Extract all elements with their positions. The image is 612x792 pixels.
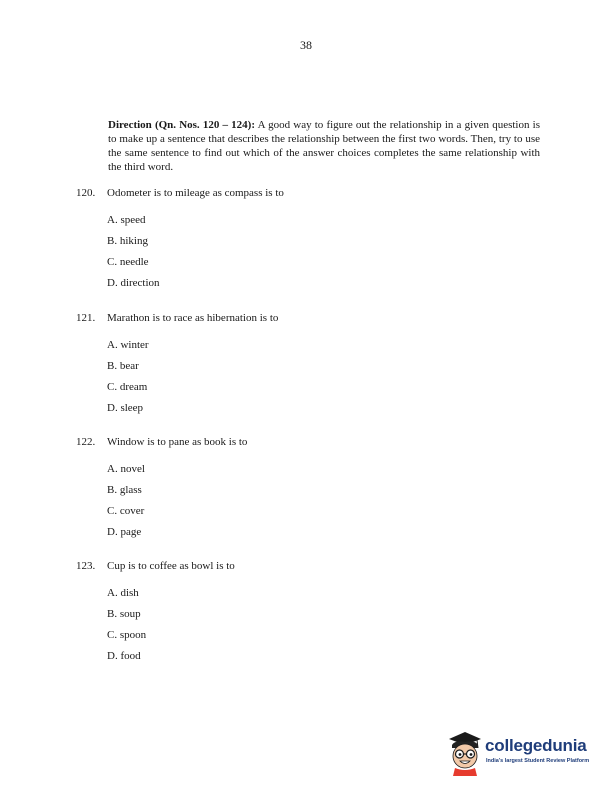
option-d: D. direction [107, 277, 160, 289]
mascot-icon [445, 728, 485, 776]
option-a: A. dish [107, 587, 139, 599]
question-number: 121. [76, 312, 96, 324]
question-text: Cup is to coffee as bowl is to [107, 560, 235, 572]
option-b: B. glass [107, 484, 142, 496]
direction-text: A good way to figure out the relationship in a given question is to make up a sentence that describes the relationship between the first two words. Then, try to use the same sentence to find out which of the answer choices completes the same relationship with the third word. [108, 119, 540, 173]
option-c: C. cover [107, 505, 145, 517]
option-d: D. food [107, 650, 141, 662]
logo-tagline: India's largest Student Review Platform [486, 758, 590, 764]
answer-options [107, 462, 546, 546]
question-123 [76, 559, 546, 670]
option-b: B. hiking [107, 235, 148, 247]
option-d: D. sleep [107, 402, 144, 414]
option-c: C. dream [107, 381, 148, 393]
option-d: D. page [107, 526, 142, 538]
option-c: C. needle [107, 256, 149, 268]
question-number: 122. [76, 436, 96, 448]
question-121 [76, 311, 546, 422]
question-122 [76, 435, 546, 546]
answer-options [107, 586, 546, 670]
page-number: 38 [300, 38, 312, 52]
direction-label: Direction (Qn. Nos. 120 – 124): [108, 119, 256, 131]
option-a: A. novel [107, 463, 145, 475]
option-c: C. spoon [107, 629, 147, 641]
question-120 [76, 186, 546, 297]
question-number: 123. [76, 560, 96, 572]
direction-paragraph [108, 118, 540, 174]
answer-options [107, 213, 546, 297]
option-a: A. speed [107, 214, 146, 226]
question-text: Marathon is to race as hibernation is to [107, 312, 279, 324]
collegedunia-logo [445, 728, 605, 776]
option-b: B. soup [107, 608, 141, 620]
logo-name: collegedunia [485, 736, 587, 755]
question-number: 120. [76, 187, 96, 199]
option-a: A. winter [107, 339, 149, 351]
question-text: Window is to pane as book is to [107, 436, 248, 448]
option-b: B. bear [107, 360, 139, 372]
question-text: Odometer is to mileage as compass is to [107, 187, 284, 199]
answer-options [107, 338, 546, 422]
